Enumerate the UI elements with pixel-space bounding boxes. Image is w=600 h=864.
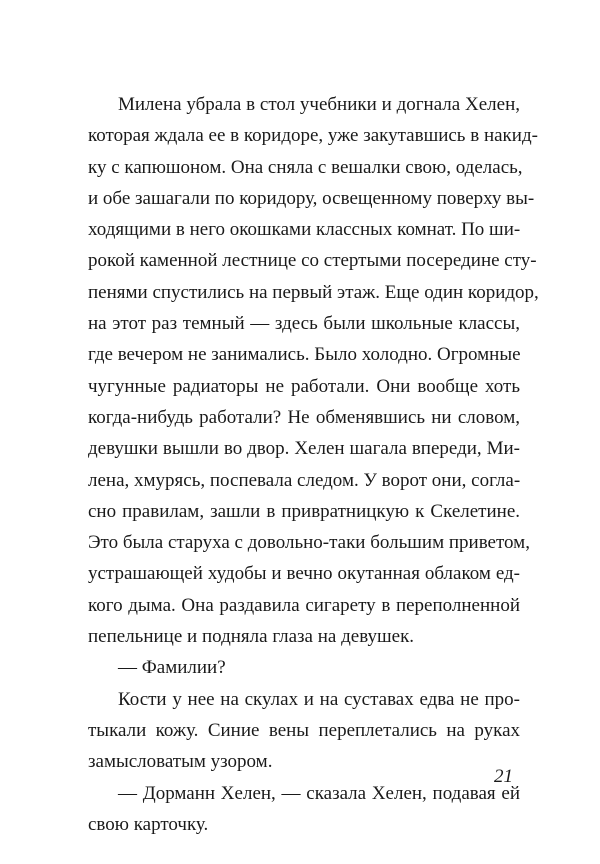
text-line: замысловатым узором.: [88, 751, 273, 773]
text-line: чугунные радиаторы не работали. Они вообще хоть: [88, 375, 520, 397]
text-line: пенями спустились на первый этаж. Еще один коридор,: [88, 281, 539, 303]
text-line: Это была старуха с довольно-таки большим приветом,: [88, 532, 530, 554]
body-text: [88, 89, 539, 840]
text-line: где вечером не занимались. Было холодно. Огромные: [88, 344, 521, 366]
text-line: свою карточку.: [88, 813, 209, 835]
dialogue-line: — Фамилии?: [118, 657, 226, 679]
text-line: лена, хмурясь, поспевала следом. У ворот они, согла-: [88, 469, 521, 491]
text-line: сно правилам, зашли в привратницкую к Скелетине.: [88, 500, 520, 522]
text-line: Кости у нее на скулах и на суставах едва не про-: [118, 688, 520, 710]
text-line: кого дыма. Она раздавила сигарету в переполненной: [88, 594, 520, 616]
dialogue-line: — Дорманн Хелен, — сказала Хелен, подавая ей: [118, 782, 520, 804]
text-line: ходящими в него окошками классных комнат. По ши-: [88, 219, 521, 241]
text-line: на этот раз темный — здесь были школьные классы,: [88, 313, 520, 335]
text-line: рокой каменной лестнице со стертыми посередине сту-: [88, 250, 537, 272]
text-line: ку с капюшоном. Она сняла с вешалки свою, оделась,: [88, 156, 523, 178]
text-line: пепельнице и подняла глаза на девушек.: [88, 626, 415, 648]
text-line: тыкали кожу. Синие вены переплетались на руках: [88, 719, 520, 741]
text-line: устрашающей худобы и вечно окутанная облаком ед-: [88, 563, 520, 585]
text-line: и обе зашагали по коридору, освещенному поверху вы-: [88, 187, 535, 209]
text-line: которая ждала ее в коридоре, уже закутавшись в накид-: [88, 125, 538, 147]
text-line: Милена убрала в стол учебники и догнала Хелен,: [118, 94, 520, 115]
page-number: 21: [494, 766, 513, 787]
text-line: когда-нибудь работали? Не обменявшись ни словом,: [88, 406, 520, 428]
text-line: девушки вышли во двор. Хелен шагала впереди, Ми-: [88, 438, 520, 460]
